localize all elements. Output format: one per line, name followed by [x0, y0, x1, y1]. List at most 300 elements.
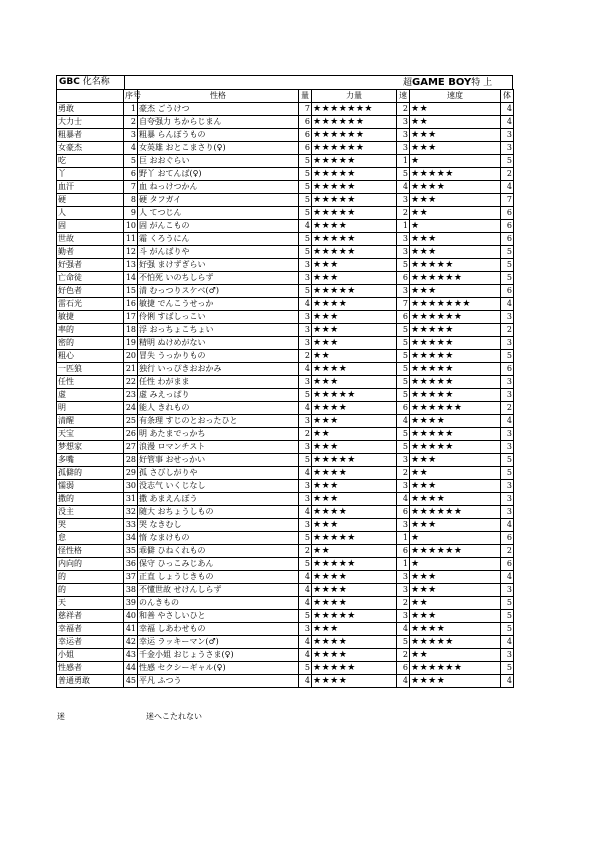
row-personality: 和善 やさしいひと — [138, 610, 299, 623]
row-stamina-num: 3 — [501, 584, 514, 597]
table-row — [57, 571, 514, 584]
row-personality: 野丫 おてんば(♀) — [138, 168, 299, 181]
row-stamina-num: 4 — [501, 103, 514, 116]
row-stamina-num: 6 — [501, 558, 514, 571]
row-index: 25 — [124, 415, 138, 428]
column-header: 序号 — [124, 90, 138, 103]
row-power-num: 4 — [299, 597, 312, 610]
row-speed-stars: ★★ — [410, 597, 501, 610]
row-power-num: 5 — [299, 194, 312, 207]
row-personality: 任性 わがまま — [138, 376, 299, 389]
row-stamina-num: 3 — [501, 337, 514, 350]
row-name-cn: 懦弱 — [57, 480, 124, 493]
row-stamina-num: 3 — [501, 311, 514, 324]
row-index: 45 — [124, 675, 138, 688]
row-speed-num: 4 — [397, 675, 410, 688]
row-index: 19 — [124, 337, 138, 350]
row-speed-stars: ★★★★★★★ — [410, 298, 501, 311]
row-personality: 浪漫 ロマンチスト — [138, 441, 299, 454]
row-index: 29 — [124, 467, 138, 480]
table-row — [57, 220, 514, 233]
row-index: 20 — [124, 350, 138, 363]
row-speed-num: 5 — [397, 259, 410, 272]
row-power-num: 6 — [299, 116, 312, 129]
row-power-stars: ★★★★ — [312, 649, 397, 662]
table-row — [57, 623, 514, 636]
row-power-stars: ★★★ — [312, 272, 397, 285]
row-speed-num: 6 — [397, 545, 410, 558]
row-index: 15 — [124, 285, 138, 298]
row-speed-num: 6 — [397, 402, 410, 415]
row-personality: 乖僻 ひねくれもの — [138, 545, 299, 558]
row-index: 34 — [124, 532, 138, 545]
row-index: 22 — [124, 376, 138, 389]
row-personality: 保守 ひっこみじあん — [138, 558, 299, 571]
row-speed-stars: ★★★ — [410, 129, 501, 142]
row-power-num: 5 — [299, 558, 312, 571]
row-power-stars: ★★★★★ — [312, 168, 397, 181]
row-name-cn: 人 — [57, 207, 124, 220]
row-speed-num: 3 — [397, 454, 410, 467]
row-index: 13 — [124, 259, 138, 272]
row-stamina-num: 5 — [501, 467, 514, 480]
row-personality: 自夸强力 ちからじまん — [138, 116, 299, 129]
row-personality: 明 あたまでっかち — [138, 428, 299, 441]
table-row — [57, 272, 514, 285]
row-name-cn: 普通勇敢 — [57, 675, 124, 688]
row-speed-num: 1 — [397, 155, 410, 168]
table-row — [57, 168, 514, 181]
row-power-stars: ★★★ — [312, 324, 397, 337]
table-body — [57, 90, 514, 688]
row-power-num: 3 — [299, 480, 312, 493]
row-speed-stars: ★★★ — [410, 233, 501, 246]
row-power-stars: ★★★★★ — [312, 285, 397, 298]
row-power-num: 4 — [299, 675, 312, 688]
row-power-stars: ★★★★ — [312, 220, 397, 233]
row-personality: 不怕死 いのちしらず — [138, 272, 299, 285]
row-stamina-num: 4 — [501, 636, 514, 649]
table-row — [57, 415, 514, 428]
row-power-stars: ★★★★★★ — [312, 116, 397, 129]
row-speed-num: 4 — [397, 623, 410, 636]
row-speed-stars: ★★★ — [410, 194, 501, 207]
row-name-cn: 勇敢 — [57, 103, 124, 116]
row-personality: 撒 あまえんぼう — [138, 493, 299, 506]
row-speed-num: 3 — [397, 194, 410, 207]
row-power-num: 4 — [299, 636, 312, 649]
row-stamina-num: 3 — [501, 480, 514, 493]
row-power-stars: ★★★★ — [312, 584, 397, 597]
row-name-cn: 幸运者 — [57, 636, 124, 649]
row-speed-stars: ★★★ — [410, 610, 501, 623]
row-personality: 硬 タフガイ — [138, 194, 299, 207]
row-index: 24 — [124, 402, 138, 415]
table-row — [57, 350, 514, 363]
table-header-bar — [56, 75, 513, 89]
row-power-stars: ★★★★ — [312, 467, 397, 480]
row-personality: 浮 おっちょこちょい — [138, 324, 299, 337]
row-power-stars: ★★★★★★ — [312, 142, 397, 155]
row-stamina-num: 6 — [501, 285, 514, 298]
header-name-label: 化名称 — [82, 77, 110, 87]
row-index: 37 — [124, 571, 138, 584]
row-index: 39 — [124, 597, 138, 610]
row-speed-stars: ★★★★★★ — [410, 402, 501, 415]
row-power-num: 4 — [299, 571, 312, 584]
row-name-cn: 怪性格 — [57, 545, 124, 558]
row-power-num: 7 — [299, 103, 312, 116]
row-personality: 精明 ぬけめがない — [138, 337, 299, 350]
row-name-cn: 怠 — [57, 532, 124, 545]
column-header: 速度 — [410, 90, 501, 103]
row-speed-num: 5 — [397, 168, 410, 181]
row-personality: 平凡 ふつう — [138, 675, 299, 688]
row-name-cn: 丫 — [57, 168, 124, 181]
row-stamina-num: 3 — [501, 376, 514, 389]
table-row — [57, 636, 514, 649]
column-header — [57, 90, 124, 103]
row-speed-num: 6 — [397, 662, 410, 675]
table-row — [57, 675, 514, 688]
row-speed-stars: ★★ — [410, 467, 501, 480]
row-power-num: 4 — [299, 363, 312, 376]
table-row — [57, 207, 514, 220]
row-index: 4 — [124, 142, 138, 155]
row-name-cn: 密的 — [57, 337, 124, 350]
row-power-num: 5 — [299, 610, 312, 623]
row-name-cn: 血汗 — [57, 181, 124, 194]
row-speed-num: 2 — [397, 597, 410, 610]
row-stamina-num: 6 — [501, 233, 514, 246]
row-speed-stars: ★★★★★★ — [410, 311, 501, 324]
row-personality: 巨 おおぐらい — [138, 155, 299, 168]
row-speed-num: 3 — [397, 116, 410, 129]
table-row — [57, 480, 514, 493]
row-power-num: 2 — [299, 428, 312, 441]
table-row — [57, 545, 514, 558]
table-row — [57, 194, 514, 207]
row-power-stars: ★★ — [312, 428, 397, 441]
table-row — [57, 246, 514, 259]
row-speed-num: 5 — [397, 389, 410, 402]
row-name-cn: 孤僻的 — [57, 467, 124, 480]
row-speed-stars: ★★★★★ — [410, 337, 501, 350]
row-name-cn: 内向的 — [57, 558, 124, 571]
row-personality: 正直 しょうじきもの — [138, 571, 299, 584]
row-name-cn: 亡命徒 — [57, 272, 124, 285]
row-stamina-num: 4 — [501, 571, 514, 584]
row-power-stars: ★★★ — [312, 259, 397, 272]
row-speed-stars: ★★★ — [410, 584, 501, 597]
row-power-num: 4 — [299, 506, 312, 519]
table-row — [57, 649, 514, 662]
row-power-stars: ★★★★★ — [312, 155, 397, 168]
table-row — [57, 103, 514, 116]
row-personality: 粗暴 らんぼうもの — [138, 129, 299, 142]
row-index: 8 — [124, 194, 138, 207]
row-personality: 能人 きれもの — [138, 402, 299, 415]
row-stamina-num: 5 — [501, 623, 514, 636]
column-header: 力量 — [312, 90, 397, 103]
row-index: 3 — [124, 129, 138, 142]
row-speed-num: 3 — [397, 519, 410, 532]
row-stamina-num: 5 — [501, 259, 514, 272]
row-personality: 敏捷 でんこうせっか — [138, 298, 299, 311]
table-row — [57, 441, 514, 454]
row-power-stars: ★★★ — [312, 337, 397, 350]
row-speed-stars: ★★★★★ — [410, 389, 501, 402]
row-power-num: 5 — [299, 389, 312, 402]
row-speed-num: 1 — [397, 220, 410, 233]
row-name-cn: 清醒 — [57, 415, 124, 428]
row-power-stars: ★★★★★ — [312, 246, 397, 259]
row-speed-stars: ★★★★★ — [410, 441, 501, 454]
table-row — [57, 337, 514, 350]
row-speed-num: 3 — [397, 233, 410, 246]
row-power-num: 5 — [299, 233, 312, 246]
row-speed-stars: ★★★★★ — [410, 350, 501, 363]
row-power-stars: ★★★ — [312, 480, 397, 493]
character-table-sheet — [56, 75, 513, 688]
row-speed-stars: ★★★★★ — [410, 376, 501, 389]
row-power-stars: ★★★★★ — [312, 233, 397, 246]
row-index: 40 — [124, 610, 138, 623]
row-speed-num: 6 — [397, 506, 410, 519]
row-power-stars: ★★★ — [312, 441, 397, 454]
row-stamina-num: 4 — [501, 298, 514, 311]
row-speed-num: 5 — [397, 376, 410, 389]
table-row — [57, 155, 514, 168]
column-header: 性格 — [138, 90, 299, 103]
row-personality: 没志气 いくじなし — [138, 480, 299, 493]
row-name-cn: 任性 — [57, 376, 124, 389]
row-index: 18 — [124, 324, 138, 337]
row-speed-num: 3 — [397, 246, 410, 259]
row-index: 38 — [124, 584, 138, 597]
row-power-num: 5 — [299, 155, 312, 168]
row-index: 33 — [124, 519, 138, 532]
row-speed-num: 4 — [397, 415, 410, 428]
row-stamina-num: 3 — [501, 649, 514, 662]
row-stamina-num: 5 — [501, 610, 514, 623]
row-index: 36 — [124, 558, 138, 571]
header-separator — [124, 76, 125, 89]
table-row — [57, 311, 514, 324]
row-speed-stars: ★★★★★ — [410, 168, 501, 181]
row-speed-num: 2 — [397, 467, 410, 480]
row-personality: 人 てつじん — [138, 207, 299, 220]
column-header: 速 — [397, 90, 410, 103]
row-speed-stars: ★★★★★ — [410, 636, 501, 649]
row-speed-num: 5 — [397, 441, 410, 454]
row-stamina-num: 6 — [501, 207, 514, 220]
row-name-cn: 固 — [57, 220, 124, 233]
header-right-post: 特 上 — [471, 78, 493, 88]
row-stamina-num: 3 — [501, 428, 514, 441]
row-name-cn: 一匹狼 — [57, 363, 124, 376]
row-speed-num: 1 — [397, 558, 410, 571]
row-speed-stars: ★★ — [410, 103, 501, 116]
table-row — [57, 116, 514, 129]
table-row — [57, 142, 514, 155]
row-power-stars: ★★★ — [312, 376, 397, 389]
row-power-stars: ★★★★★★★ — [312, 103, 397, 116]
row-stamina-num: 2 — [501, 545, 514, 558]
row-personality: 不懂世故 せけんしらず — [138, 584, 299, 597]
row-name-cn: 撒的 — [57, 493, 124, 506]
row-stamina-num: 2 — [501, 402, 514, 415]
row-speed-stars: ★★ — [410, 207, 501, 220]
row-power-stars: ★★★★★ — [312, 454, 397, 467]
row-power-num: 3 — [299, 259, 312, 272]
row-stamina-num: 3 — [501, 493, 514, 506]
row-speed-num: 6 — [397, 311, 410, 324]
row-power-stars: ★★ — [312, 545, 397, 558]
row-power-stars: ★★★★★★ — [312, 129, 397, 142]
row-power-num: 3 — [299, 311, 312, 324]
row-name-cn: 雷石光 — [57, 298, 124, 311]
row-name-cn: 小姐 — [57, 649, 124, 662]
character-table — [56, 89, 514, 688]
row-speed-num: 3 — [397, 285, 410, 298]
table-row — [57, 363, 514, 376]
row-speed-stars: ★★★ — [410, 246, 501, 259]
row-power-stars: ★★★ — [312, 493, 397, 506]
row-personality: 孤 さびしがりや — [138, 467, 299, 480]
row-speed-stars: ★★ — [410, 649, 501, 662]
row-stamina-num: 3 — [501, 389, 514, 402]
row-index: 21 — [124, 363, 138, 376]
row-power-num: 4 — [299, 298, 312, 311]
row-speed-stars: ★★★ — [410, 454, 501, 467]
row-speed-stars: ★★★★★ — [410, 324, 501, 337]
row-speed-stars: ★★★ — [410, 519, 501, 532]
table-row — [57, 597, 514, 610]
row-speed-stars: ★★★★★★ — [410, 545, 501, 558]
row-personality: 有条理 すじのとおったひと — [138, 415, 299, 428]
row-stamina-num: 3 — [501, 142, 514, 155]
row-speed-stars: ★★★★ — [410, 415, 501, 428]
row-index: 42 — [124, 636, 138, 649]
row-stamina-num: 6 — [501, 363, 514, 376]
row-personality: 虚 みえっぱり — [138, 389, 299, 402]
table-row — [57, 259, 514, 272]
row-stamina-num: 5 — [501, 597, 514, 610]
row-name-cn: 幸福者 — [57, 623, 124, 636]
footer-left: 迷 — [57, 712, 65, 721]
row-power-num: 4 — [299, 467, 312, 480]
table-row — [57, 428, 514, 441]
row-speed-num: 2 — [397, 207, 410, 220]
row-speed-stars: ★★★ — [410, 571, 501, 584]
row-personality: 千金小姐 おじょうさま(♀) — [138, 649, 299, 662]
row-power-num: 5 — [299, 246, 312, 259]
table-row — [57, 662, 514, 675]
row-power-stars: ★★★ — [312, 623, 397, 636]
row-index: 2 — [124, 116, 138, 129]
row-power-stars: ★★★★★ — [312, 389, 397, 402]
row-stamina-num: 5 — [501, 454, 514, 467]
row-personality: 好强 まけずぎらい — [138, 259, 299, 272]
table-row — [57, 454, 514, 467]
row-power-num: 5 — [299, 454, 312, 467]
row-personality: 随大 おちょうしもの — [138, 506, 299, 519]
row-power-num: 4 — [299, 402, 312, 415]
row-personality: 哭 なきむし — [138, 519, 299, 532]
row-stamina-num: 2 — [501, 324, 514, 337]
row-speed-stars: ★★★★ — [410, 181, 501, 194]
table-row — [57, 493, 514, 506]
row-power-stars: ★★★★ — [312, 571, 397, 584]
row-name-cn: 的 — [57, 571, 124, 584]
row-index: 23 — [124, 389, 138, 402]
row-power-stars: ★★★★ — [312, 636, 397, 649]
row-name-cn: 率的 — [57, 324, 124, 337]
row-speed-num: 5 — [397, 428, 410, 441]
row-name-cn: 好强者 — [57, 259, 124, 272]
row-power-num: 6 — [299, 129, 312, 142]
header-gameboy: GAME BOY — [412, 77, 472, 88]
row-index: 5 — [124, 155, 138, 168]
row-power-stars: ★★★★ — [312, 506, 397, 519]
row-name-cn: 没主 — [57, 506, 124, 519]
row-name-cn: 敏捷 — [57, 311, 124, 324]
row-power-num: 3 — [299, 519, 312, 532]
row-stamina-num: 4 — [501, 519, 514, 532]
row-power-num: 3 — [299, 324, 312, 337]
row-index: 11 — [124, 233, 138, 246]
row-power-stars: ★★★★★ — [312, 207, 397, 220]
table-row — [57, 129, 514, 142]
row-speed-stars: ★★★★ — [410, 675, 501, 688]
row-index: 16 — [124, 298, 138, 311]
row-speed-num: 3 — [397, 584, 410, 597]
row-power-num: 5 — [299, 207, 312, 220]
row-name-cn: 勤者 — [57, 246, 124, 259]
row-name-cn: 梦想家 — [57, 441, 124, 454]
row-stamina-num: 3 — [501, 506, 514, 519]
row-speed-stars: ★★ — [410, 116, 501, 129]
row-personality: 惰 なまけもの — [138, 532, 299, 545]
row-name-cn: 慈祥者 — [57, 610, 124, 623]
row-personality: 幸福 しあわせもの — [138, 623, 299, 636]
row-stamina-num: 5 — [501, 155, 514, 168]
row-personality: 性感 セクシーギャル(♀) — [138, 662, 299, 675]
row-speed-num: 5 — [397, 350, 410, 363]
table-row — [57, 558, 514, 571]
column-header: 量 — [299, 90, 312, 103]
row-speed-stars: ★★★★★ — [410, 259, 501, 272]
row-stamina-num: 6 — [501, 532, 514, 545]
row-speed-stars: ★★★★★ — [410, 428, 501, 441]
row-speed-stars: ★ — [410, 220, 501, 233]
row-power-stars: ★★★★ — [312, 597, 397, 610]
row-speed-num: 5 — [397, 324, 410, 337]
table-row — [57, 519, 514, 532]
row-speed-stars: ★★★★★★ — [410, 272, 501, 285]
row-stamina-num: 2 — [501, 168, 514, 181]
row-power-stars: ★★★★★ — [312, 532, 397, 545]
row-name-cn: 粗心 — [57, 350, 124, 363]
row-power-stars: ★★★★★ — [312, 194, 397, 207]
row-stamina-num: 5 — [501, 246, 514, 259]
row-power-num: 5 — [299, 181, 312, 194]
header-left — [59, 76, 110, 89]
row-index: 26 — [124, 428, 138, 441]
row-index: 27 — [124, 441, 138, 454]
row-speed-num: 2 — [397, 649, 410, 662]
